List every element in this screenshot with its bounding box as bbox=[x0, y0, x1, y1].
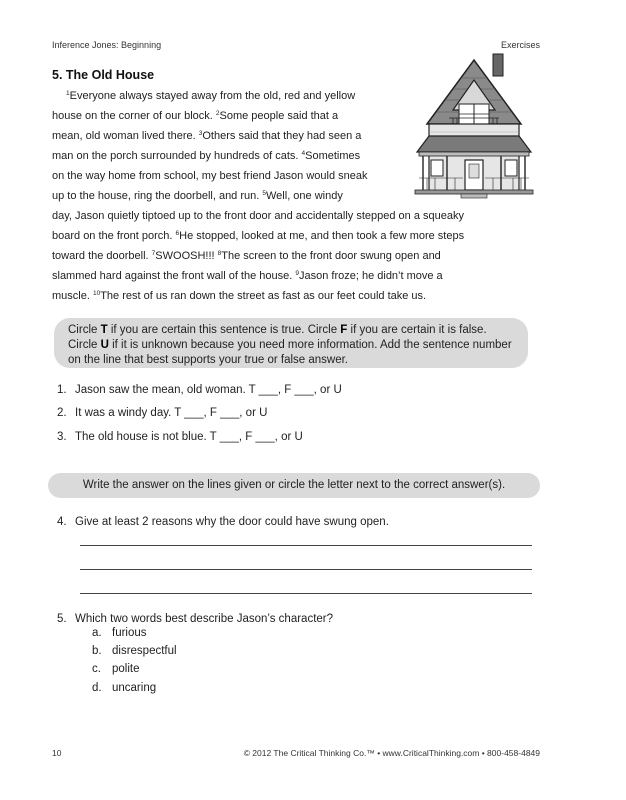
running-header-title: Inference Jones: Beginning bbox=[52, 40, 162, 50]
tf-question: 1. Jason saw the mean, old woman. T ___, F ___, or U bbox=[57, 384, 342, 396]
story-line: up to the house, ring the doorbell, and run. $^5$Well, one windy bbox=[52, 190, 343, 202]
answer-option[interactable]: b. disrespectful bbox=[92, 645, 177, 657]
question-4: 4. Give at least 2 reasons why the door could have swung open. bbox=[57, 516, 389, 528]
story-line: toward the doorbell. $^7$SWOOSH!!! $^8$The screen to the front door swung open and bbox=[52, 250, 441, 262]
sentence-number: 2 bbox=[215, 110, 220, 117]
answer-option[interactable]: d. uncaring bbox=[92, 682, 157, 694]
sentence-number: 6 bbox=[175, 230, 180, 237]
story-line: on the way home from school, my best friend Jason would sneak bbox=[52, 170, 368, 182]
running-header-section: Exercises bbox=[500, 40, 540, 50]
question-5: 5. Which two words best describe Jason’s character? bbox=[57, 613, 334, 625]
sentence-number: 8 bbox=[217, 250, 222, 257]
page-number: 10 bbox=[52, 748, 62, 758]
story-title: 5. The Old House bbox=[52, 68, 155, 82]
sentence-number: 9 bbox=[295, 270, 299, 277]
sentence-number: 7 bbox=[151, 250, 156, 257]
story-line: slammed hard against the front wall of the house. $^9$Jason froze; he didn’t move a bbox=[52, 270, 443, 282]
story-line: house on the corner of our block. $^2$Some people said that a bbox=[52, 110, 339, 122]
answer-line[interactable] bbox=[80, 593, 532, 594]
story-line: man on the porch surrounded by hundreds of cats. $^4$Sometimes bbox=[52, 150, 361, 162]
story-line: $^1$Everyone always stayed away from the old, red and yellow bbox=[66, 90, 356, 102]
answer-option[interactable]: c. polite bbox=[92, 663, 140, 675]
answer-line[interactable] bbox=[80, 545, 532, 546]
sentence-number: 4 bbox=[301, 150, 306, 157]
tf-question: 2. It was a windy day. T ___, F ___, or U bbox=[57, 407, 268, 419]
sentence-number: 10 bbox=[92, 290, 101, 297]
story-line: board on the front porch. $^6$He stopped, looked at me, and then took a few more steps bbox=[52, 230, 465, 242]
answer-line[interactable] bbox=[80, 569, 532, 570]
story-line: day, Jason quietly tiptoed up to the front door and accidentally stepped on a squeaky bbox=[52, 210, 464, 222]
sentence-number: 1 bbox=[66, 90, 70, 97]
sentence-number: 3 bbox=[198, 130, 203, 137]
instruction-box-write-answer: Write the answer on the lines given or circle the letter next to the correct answer(s). bbox=[48, 473, 540, 498]
copyright-footer: © 2012 The Critical Thinking Co.™ • www.CriticalThinking.com • 800-458-4849 bbox=[243, 748, 540, 758]
story-line: mean, old woman lived there. $^3$Others said that they had seen a bbox=[52, 130, 362, 142]
answer-option[interactable]: a. furious bbox=[92, 627, 147, 639]
instruction-box-true-false: Circle T if you are certain this sentence is true. Circle F if you are certain it is false. Circle U if it is unknown because you need more information. Add the sentence number on the line that best supports your true or false answer. bbox=[54, 318, 528, 368]
old-house-icon bbox=[413, 52, 535, 202]
story-line: muscle. $^{10}$The rest of us ran down the street as fast as our feet could take us. bbox=[52, 290, 427, 302]
tf-question: 3. The old house is not blue. T ___, F ___, or U bbox=[57, 431, 303, 443]
sentence-number: 5 bbox=[262, 190, 266, 197]
